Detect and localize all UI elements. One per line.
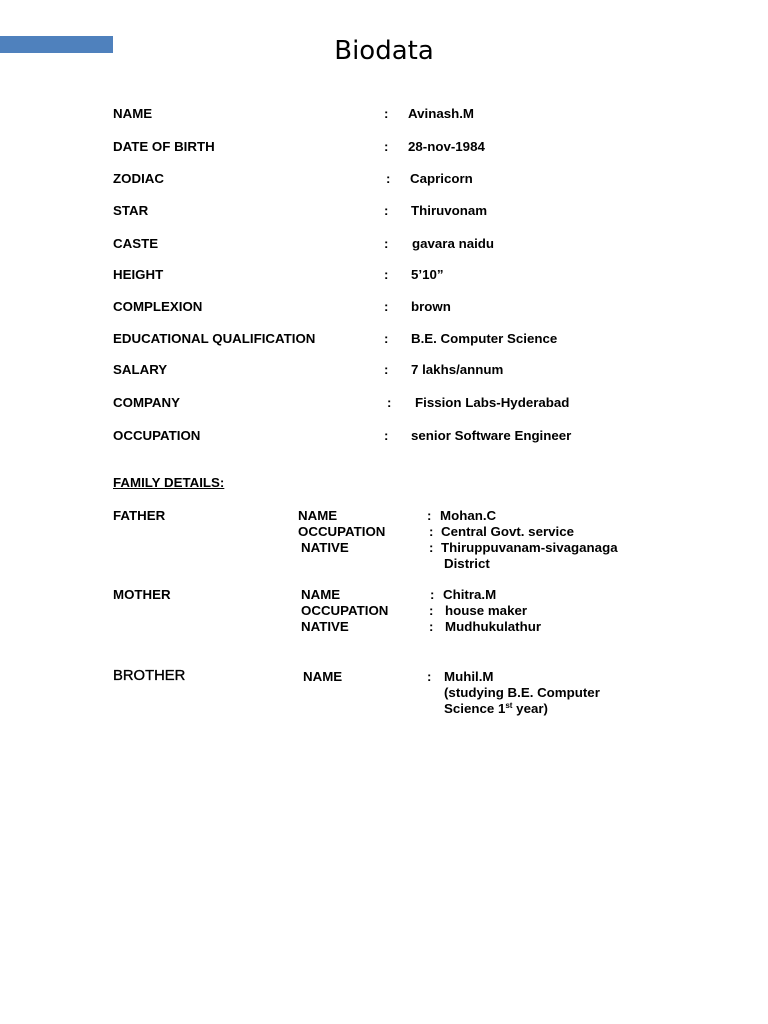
ordinal-suffix: st xyxy=(505,701,513,710)
field-value: Mudhukulathur xyxy=(445,619,542,634)
detail-label: NAME xyxy=(113,106,153,121)
note-text: Science 1 xyxy=(444,701,506,716)
field-label: OCCUPATION xyxy=(298,524,386,539)
field-value xyxy=(444,701,548,717)
field-value: (studying B.E. Computer xyxy=(444,685,600,700)
detail-value: Thiruvonam xyxy=(411,203,488,218)
separator: : xyxy=(429,524,434,539)
detail-value: Avinash.M xyxy=(408,106,475,121)
field-label: OCCUPATION xyxy=(301,603,389,618)
field-value: house maker xyxy=(445,603,528,618)
detail-label: EDUCATIONAL QUALIFICATION xyxy=(113,331,316,346)
detail-value: 28-nov-1984 xyxy=(408,139,485,154)
detail-label: HEIGHT xyxy=(113,267,164,282)
field-label: NAME xyxy=(303,669,343,684)
detail-label: COMPANY xyxy=(113,395,180,410)
field-value: Central Govt. service xyxy=(441,524,575,539)
separator: : xyxy=(429,619,434,634)
separator: : xyxy=(427,508,432,523)
separator: : xyxy=(429,603,434,618)
detail-label: STAR xyxy=(113,203,149,218)
detail-value: brown xyxy=(411,299,451,314)
separator: : xyxy=(427,669,432,684)
separator: : xyxy=(387,395,392,410)
separator: : xyxy=(384,299,389,314)
detail-label: SALARY xyxy=(113,362,168,377)
field-value: Thiruppuvanam-sivaganaga xyxy=(441,540,618,555)
relation-label: MOTHER xyxy=(113,587,171,602)
note-text: year) xyxy=(512,701,548,716)
field-value: Muhil.M xyxy=(444,669,494,684)
separator: : xyxy=(384,428,389,443)
detail-label: OCCUPATION xyxy=(113,428,201,443)
separator: : xyxy=(384,139,389,154)
field-label: NAME xyxy=(301,587,341,602)
separator: : xyxy=(384,362,389,377)
field-label: NATIVE xyxy=(301,540,349,555)
field-value: Mohan.C xyxy=(440,508,497,523)
separator: : xyxy=(429,540,434,555)
detail-value: B.E. Computer Science xyxy=(411,331,558,346)
detail-label: CASTE xyxy=(113,236,159,251)
detail-label: ZODIAC xyxy=(113,171,164,186)
separator: : xyxy=(430,587,435,602)
separator: : xyxy=(384,236,389,251)
detail-value: 5’10” xyxy=(411,267,444,282)
relation-label: FATHER xyxy=(113,508,166,523)
separator: : xyxy=(384,331,389,346)
separator: : xyxy=(384,267,389,282)
field-label: NATIVE xyxy=(301,619,349,634)
separator: : xyxy=(384,106,389,121)
field-value: District xyxy=(444,556,490,571)
page-title: Biodata xyxy=(334,36,434,66)
detail-value: Capricorn xyxy=(410,171,473,186)
detail-value: 7 lakhs/annum xyxy=(411,362,504,377)
field-label: NAME xyxy=(298,508,338,523)
detail-value: Fission Labs-Hyderabad xyxy=(415,395,570,410)
family-details-heading: FAMILY DETAILS: xyxy=(113,475,225,490)
relation-label: BROTHER xyxy=(113,668,186,684)
detail-label: COMPLEXION xyxy=(113,299,203,314)
detail-value: senior Software Engineer xyxy=(411,428,572,443)
detail-value: gavara naidu xyxy=(412,236,495,251)
separator: : xyxy=(386,171,391,186)
separator: : xyxy=(384,203,389,218)
field-value: Chitra.M xyxy=(443,587,497,602)
detail-label: DATE OF BIRTH xyxy=(113,139,215,154)
